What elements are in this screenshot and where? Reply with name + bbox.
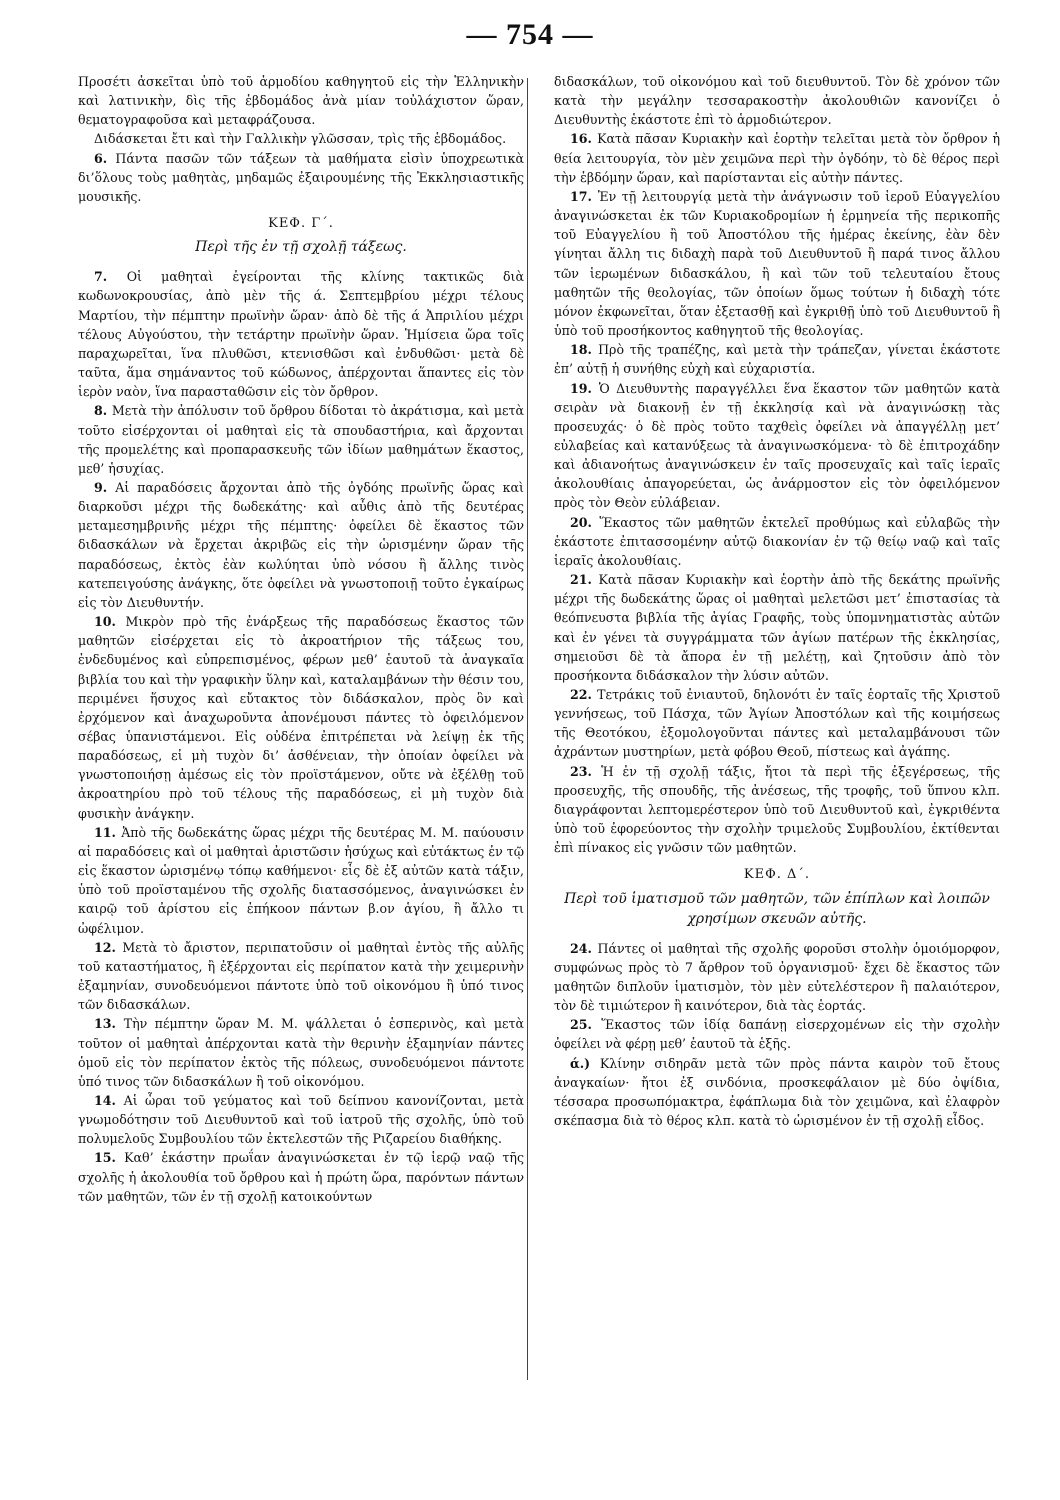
chapter-heading: ΚΕΦ. Γ΄. xyxy=(268,216,334,232)
paragraph xyxy=(554,939,1000,1016)
article-number: 16. xyxy=(570,131,598,147)
paragraph-text: Ἕκαστος τῶν μαθητῶν ἐκτελεῖ προθύμως καὶ εὐλαβῶς τὴν ἑκάστοτε ἐπιτασσομένην αὐτῷ διακονίαν ἐν τῷ θείῳ ναῷ καὶ ταῖς ἱεραῖς ἀκολουθίαις. xyxy=(554,514,1000,568)
left-column xyxy=(78,72,524,1206)
paragraph-text: Πάντα πασῶν τῶν τάξεων τὰ μαθήματα εἰσὶν ὑποχρεωτικὰ δι’ὅλους τοὺς μαθητὰς, μηδαμῶς ἐξαιρουμένης τῆς Ἐκκλησιαστικῆς μουσικῆς. xyxy=(78,150,524,204)
paragraph xyxy=(78,478,524,612)
paragraph xyxy=(554,762,1000,858)
paragraph xyxy=(78,1091,524,1148)
chapter-subheading: Περὶ τῆς ἐν τῇ σχολῇ τάξεως. xyxy=(195,239,407,256)
article-number: 19. xyxy=(570,380,599,396)
article-number: 18. xyxy=(570,342,599,358)
paragraph-text: Ἡ ἐν τῇ σχολῇ τάξις, ἤτοι τὰ περὶ τῆς ἐξεγέρσεως, τῆς προσευχῆς, τῆς σπουδῆς, τῆς ἀνέσεως, τῆς τροφῆς, τοῦ ὕπνου κλπ. διαγράφονται λεπτομερέστερον ὑπὸ τοῦ Διευθυντοῦ καὶ, ἐγκριθέντα ὑπὸ τοῦ ἐφορεύοντος τὴν σχολὴν τριμελοῦς Συμβουλίου, ἐκτίθενται ἐπὶ πίνακος εἰς γνῶσιν τῶν μαθητῶν. xyxy=(554,763,1000,856)
article-number: 17. xyxy=(570,188,598,204)
paragraph xyxy=(554,1054,1000,1131)
paragraph xyxy=(78,72,524,129)
paragraph xyxy=(554,513,1000,570)
paragraph-text: Αἱ ὧραι τοῦ γεύματος καὶ τοῦ δείπνου κανονίζονται, μετὰ γνωμοδότησιν τοῦ Διευθυντοῦ καὶ τοῦ ἰατροῦ τῆς σχολῆς, ὑπὸ τοῦ πολυμελοῦς Συμβουλίου τῶν ἐκτελεστῶν τῆς Ριζαρείου διαθήκης. xyxy=(78,1092,525,1147)
paragraph-text: Κλίνην σιδηρᾶν μετὰ τῶν πρὸς πάντα καιρὸν τοῦ ἔτους ἀναγκαίων· ἤτοι ἐξ σινδόνια, προσκεφάλαιον μὲ δύο ὀψίδια, τέσσαρα προσωπόμακτρα, ἐφάπλωμα διὰ τὸν χειμῶνα, καὶ ἐλαφρὸν σκέπασμα διὰ τὸ θέρος κλπ. κατὰ τὸ ὡρισμένον ἐν τῇ σχολῇ εἶδος. xyxy=(554,1055,1000,1128)
article-number: 7. xyxy=(94,269,127,285)
article-number: 24. xyxy=(570,940,598,956)
paragraph xyxy=(78,938,524,1015)
paragraph-text: Κατὰ πᾶσαν Κυριακὴν καὶ ἑορτὴν ἀπὸ τῆς δεκάτης πρωϊνῆς μέχρι τῆς δωδεκάτης ὥρας οἱ μαθηταὶ μελετῶσι μετ’ ἐπιστασίας τὰ θεόπνευστα βιβλία τῆς ἁγίας Γραφῆς, τοὺς ὑπομνηματιστὰς αὐτῶν καὶ ἐν γένει τὰ συγγράμματα τῶν ἁγίων πατέρων τῆς ἐκκλησίας, σημειοῦσι δὲ τὰ ἄπορα ἐν τῇ μελέτῃ, καὶ ζητοῦσιν ἀπὸ τὸν προσήκοντα διδάσκαλον τὴν λύσιν αὐτῶν. xyxy=(554,572,1000,683)
paragraph-text: Τὴν πέμπτην ὥραν Μ. Μ. ψάλλεται ὁ ἑσπερινὸς, καὶ μετὰ τοῦτον οἱ μαθηταὶ ἀπέρχονται κατὰ τὴν θερινὴν ἑξαμηνίαν πάντες ὁμοῦ εἰς τὸν περίπατον ἐκτὸς τῆς πόλεως, συνοδευόμενοι πάντοτε ὑπό τινος τῶν διδασκάλων ἢ τοῦ οἰκονόμου. xyxy=(78,1016,524,1089)
article-number: 13. xyxy=(94,1016,124,1032)
paragraph-text: Ὁ Διευθυντὴς παραγγέλλει ἕνα ἕκαστον τῶν μαθητῶν κατὰ σειρὰν νὰ διακονῇ ἐν τῇ ἐκκλησίᾳ καὶ νὰ ἀναγινώσκῃ τὰς προσευχάς· ὁ δὲ πρὸς τοῦτο ταχθεὶς ὀφείλει νὰ ἀπαγγέλλῃ μετ’ εὐλαβείας καὶ κατανύξεως τὰ ἀναγινωσκόμενα· τὸ δὲ ἐπιτροχάδην καὶ ἀδιανοήτως ἀναγινώσκειν ἐν ταῖς προσευχαῖς καὶ ταῖς ἱεραῖς ἀκολουθίαις ἀπαγορεύεται, ὡς ἀνάρμοστον εἰς τὸν ὀφειλόμενον πρὸς τὸν Θεὸν εὐλάβειαν. xyxy=(554,380,1001,511)
paragraph-text: Μικρὸν πρὸ τῆς ἐνάρξεως τῆς παραδόσεως ἕκαστος τῶν μαθητῶν εἰσέρχεται εἰς τὸ ἀκροατήριον τῆς τάξεως του, ἐνδεδυμένος καὶ εὐπρεπισμένος, φέρων μεθ’ ἑαυτοῦ τὰ ἀναγκαῖα βιβλία του καὶ τὴν γραφικὴν ὕλην καὶ, καταλαμβάνων τὴν θέσιν του, περιμένει ἥσυχος καὶ εὔτακτος τὸν διδάσκαλον, πρὸς ὃν καὶ ἐρχόμενον καὶ ἀναχωροῦντα ἀπονέμουσι πάντες τὸ ὀφειλόμενον σέβας ὑπανιστάμενοι. Εἰς οὐδένα ἐπιτρέπεται νὰ λείψῃ ἐκ τῆς παραδόσεως, εἰ μὴ τυχὸν δι’ ἀσθένειαν, τὴν ὁποίαν ὀφείλει νὰ γνωστοποιήσῃ ἀμέσως εἰς τὸν προϊστάμενον, οὔτε νὰ ἐξέλθῃ τοῦ ἀκροατηρίου πρὸ τοῦ τέλους τῆς παραδόσεως, εἰ μὴ τυχὸν διὰ φυσικὴν ἀνάγκην. xyxy=(78,614,525,821)
paragraph-text: Καθ’ ἑκάστην πρωΐαν ἀναγινώσκεται ἐν τῷ ἱερῷ ναῷ τῆς σχολῆς ἡ ἀκολουθία τοῦ ὄρθρου καὶ ἡ πρώτη ὥρα, παρόντων πάντων τῶν μαθητῶν, τῶν ἐν τῇ σχολῇ κατοικούντων xyxy=(78,1150,524,1204)
chapter-subheading: Περὶ τοῦ ἱματισμοῦ τῶν μαθητῶν, τῶν ἐπίπλων καὶ λοιπῶν χρησίμων σκευῶν αὐτῆς. xyxy=(564,890,990,927)
article-number: 6. xyxy=(94,150,116,166)
paragraph xyxy=(78,267,524,401)
paragraph xyxy=(554,570,1000,685)
paragraph xyxy=(78,1014,524,1091)
article-number: 23. xyxy=(570,763,602,779)
paragraph-text: Πρὸ τῆς τραπέζης, καὶ μετὰ τὴν τράπεζαν, γίνεται ἑκάστοτε ἐπ’ αὐτῇ ἡ συνήθης εὐχὴ καὶ εὐχαριστία. xyxy=(554,342,1000,377)
paragraph xyxy=(78,401,524,478)
article-number: 11. xyxy=(94,824,122,840)
paragraph xyxy=(554,1015,1000,1053)
page-number: — 754 — xyxy=(466,18,594,51)
paragraph-text: Ἐν τῇ λειτουργίᾳ μετὰ τὴν ἀνάγνωσιν τοῦ ἱεροῦ Εὐαγγελίου ἀναγινώσκεται ἐκ τῶν Κυριακοδρομίων ἡ ἑρμηνεία τῆς περικοπῆς τοῦ Εὐαγγελίου ἢ τοῦ Ἀποστόλου τῆς ἡμέρας ἐκείνης, ἐὰν δὲν γίνηται ἄλλη τις διδαχὴ παρὰ τοῦ Διευθυντοῦ ἢ παρά τινος ἄλλου τῶν ἱερωμένων διδασκάλου, ἢ καὶ τῶν τοῦ τελευταίου ἔτους μαθητῶν τῆς θεολογίας, τῶν ὁποίων ὅμως τούτων ἡ διδαχὴ τότε μόνον ἐκφωνεῖται, ὅταν ἐξετασθῇ καὶ ἐγκριθῇ ὑπὸ τοῦ Διευθυντοῦ ἢ ὑπὸ τοῦ προσήκοντος καθηγητοῦ τῆς θεολογίας. xyxy=(554,188,1001,339)
article-number: 20. xyxy=(570,514,600,530)
paragraph xyxy=(554,72,1000,129)
paragraph xyxy=(78,823,524,938)
article-number: ά.) xyxy=(570,1055,600,1071)
paragraph-text: Τετράκις τοῦ ἐνιαυτοῦ, δηλονότι ἐν ταῖς ἑορταῖς τῆς Χριστοῦ γεννήσεως, τοῦ Πάσχα, τῶν Ἁγίων Ἀποστόλων καὶ τῆς κοιμήσεως τῆς Θεοτόκου, ἐξομολογοῦνται πάντες καὶ μεταλαμβάνουσι τῶν ἀχράντων μυστηρίων, μετὰ φόβου Θεοῦ, πίστεως καὶ ἀγάπης. xyxy=(554,687,1000,760)
article-number: 25. xyxy=(570,1017,602,1033)
paragraph xyxy=(554,685,1000,762)
article-number: 21. xyxy=(570,572,599,588)
paragraph-text: Ἕκαστος τῶν ἰδίᾳ δαπάνῃ εἰσερχομένων εἰς τὴν σχολὴν ὀφείλει νὰ φέρῃ μεθ’ ἑαυτοῦ τὰ ἑξῆς. xyxy=(554,1017,1001,1052)
article-number: 9. xyxy=(94,479,116,495)
article-number: 22. xyxy=(570,687,598,702)
paragraph-text: Μετὰ τὸ ἄριστον, περιπατοῦσιν οἱ μαθηταὶ ἐντὸς τῆς αὐλῆς τοῦ καταστήματος, ἢ ἐξέρχονται εἰς περίπατον κατὰ τὴν χειμερινὴν ἐξαμηνίαν, συνοδευόμενοι πάντοτε ὑπὸ τοῦ οἰκονόμου ἢ ὑπό τινος τῶν διδασκάλων. xyxy=(78,939,525,1013)
paragraph xyxy=(78,149,524,206)
paragraph-text: Ἀπὸ τῆς δωδεκάτης ὥρας μέχρι τῆς δευτέρας Μ. Μ. παύουσιν αἱ παραδόσεις καὶ οἱ μαθηταὶ ἀριστῶσιν ἡσύχως καὶ εὐτάκτως ἐν τῷ εἰς ἕκαστον ὡρισμένῳ τόπῳ καθήμενοι· εἷς δὲ ἐξ αὐτῶν κατὰ τάξιν, ὑπὸ τοῦ προϊσταμένου τῆς σχολῆς διατασσόμενος, ἀναγινώσκει ἐν καιρῷ τοῦ ἀρίστου εἰς ἐπήκοον πάντων β.ον ἁγίου, ἢ ἄλλο τι ὠφέλιμον. xyxy=(78,824,524,936)
paragraph-text: Πάντες οἱ μαθηταὶ τῆς σχολῆς φοροῦσι στολὴν ὁμοιόμορφον, συμφώνως πρὸς τὸ 7 ἄρθρον τοῦ ὀργανισμοῦ· ἔχει δὲ ἕκαστος τῶν μαθητῶν διπλοῦν ἱματισμὸν, τὸν μὲν εὐτελέστερον ἢ παλαιότερον, τὸν δὲ τιμιώτερον ἢ καινότερον, διὰ τὰς ἑορτάς. xyxy=(554,940,1001,1014)
paragraph-text: Διδάσκεται ἔτι καὶ τὴν Γαλλικὴν γλῶσσαν, τρὶς τῆς ἑβδομάδος. xyxy=(94,131,507,147)
right-column xyxy=(554,72,1000,1206)
paragraph-text: Οἱ μαθηταὶ ἐγείρονται τῆς κλίνης τακτικῶς διὰ κωδωνοκρουσίας, ἀπὸ μὲν τῆς ά. Σεπτεμβρίου μέχρι τέλους Μαρτίου, τὴν πέμπτην πρωϊνὴν ὥραν· ἀπὸ δὲ τῆς ά Ἀπριλίου μέχρι τέλους Αὐγούστου, τὴν τετάρτην πρωϊνὴν ὥραν. Ἡμίσεια ὥρα τοῖς παραχωρεῖται, ἵνα πλυθῶσι, κτενισθῶσι καὶ ἐνδυθῶσι· μετὰ δὲ ταῦτα, ἅμα σημάναντος τοῦ κώδωνος, ἀπέρχονται ἅπαντες εἰς τὸν ἱερὸν ναὸν, ἵνα παρασταθῶσιν εἰς τὸν ὄρθρον. xyxy=(78,269,524,400)
text-columns xyxy=(78,72,1000,1206)
paragraph xyxy=(78,1148,524,1205)
paragraph-text: Μετὰ τὴν ἀπόλυσιν τοῦ ὄρθρου δίδοται τὸ ἀκράτισμα, καὶ μετὰ τοῦτο εἰσέρχονται οἱ μαθηταὶ εἰς τὰ σπουδαστήρια, καὶ ἄρχονται τῆς προμελέτης καὶ προπαρασκευῆς τῶν ἰδίων μαθημάτων ἕκαστος, μεθ’ ἡσυχίας. xyxy=(78,403,524,476)
paragraph-text: Κατὰ πᾶσαν Κυριακὴν καὶ ἑορτὴν τελεῖται μετὰ τὸν ὄρθρον ἡ θεία λειτουργία, τὸν μὲν χειμῶνα περὶ τὴν ὀγδόην, τὸ δὲ θέρος περὶ τὴν ἑβδόμην ὥραν, καὶ παρίστανται εἰς αὐτὴν πάντες. xyxy=(554,131,1000,185)
paragraph-text: Προσέτι ἀσκεῖται ὑπὸ τοῦ ἁρμοδίου καθηγητοῦ εἰς τὴν Ἑλληνικὴν καὶ λατινικὴν, δὶς τῆς ἑβδομάδος ἀνὰ μίαν τοὐλάχιστον ὥραν, θεματογραφοῦσα καὶ μεταφράζουσα. xyxy=(78,74,524,128)
article-number: 8. xyxy=(94,403,112,419)
chapter-heading: ΚΕΦ. Δ΄. xyxy=(743,867,811,883)
paragraph-text: Αἱ παραδόσεις ἄρχονται ἀπὸ τῆς ὀγδόης πρωϊνῆς ὥρας καὶ διαρκοῦσι μέχρι τῆς δωδεκάτης· καὶ αὖθις ἀπὸ τῆς δευτέρας μεταμεσημβρινῆς μέχρι τῆς πέμπτης· ὀφείλει δὲ ἕκαστος τῶν διδασκάλων νὰ ἔρχεται ἀκριβῶς εἰς τὴν ὡρισμένην ὥραν τῆς παραδόσεως, ἐκτὸς ἐὰν κωλύηται ὑπὸ νόσου ἢ ἄλλης τινὸς κατεπειγούσης ἀνάγκης, ὅτε ὀφείλει νὰ γνωστοποιῇ τοῦτο ἐγκαίρως εἰς τὸν Διευθυντήν. xyxy=(78,479,524,610)
article-number: 15. xyxy=(94,1150,125,1166)
paragraph-text: διδασκάλων, τοῦ οἰκονόμου καὶ τοῦ διευθυντοῦ. Τὸν δὲ χρόνον τῶν κατὰ τὴν μεγάλην τεσσαρακοστὴν ἀκολουθιῶν κανονίζει ὁ Διευθυντὴς ἑκάστοτε ἐπὶ τὸ ἁρμοδιώτερον. xyxy=(554,74,1000,128)
paragraph xyxy=(554,187,1000,340)
paragraph xyxy=(78,612,524,823)
article-number: 10. xyxy=(94,614,126,630)
article-number: 14. xyxy=(94,1092,124,1108)
paragraph xyxy=(554,379,1000,513)
paragraph xyxy=(554,340,1000,378)
article-number: 12. xyxy=(94,939,123,955)
paragraph xyxy=(78,129,524,148)
paragraph xyxy=(554,129,1000,186)
